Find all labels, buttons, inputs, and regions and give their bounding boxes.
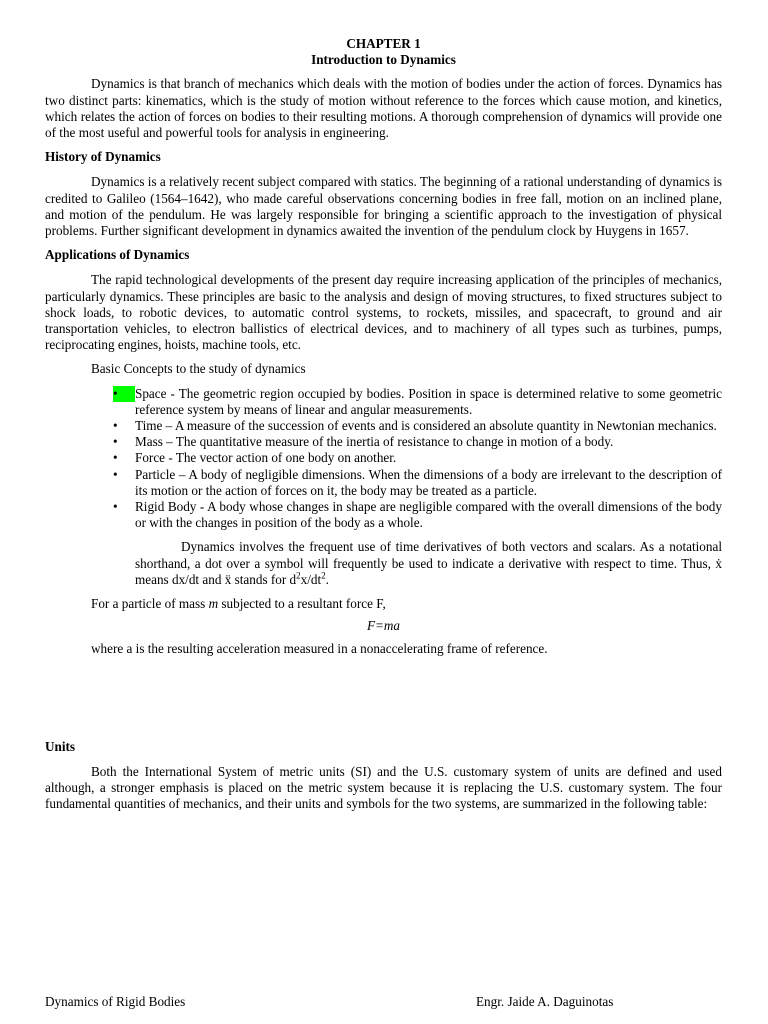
list-item bbox=[113, 434, 722, 450]
concepts-list bbox=[45, 386, 722, 532]
history-heading: History of Dynamics bbox=[45, 149, 161, 165]
footer-course-title: Dynamics of Rigid Bodies bbox=[45, 994, 186, 1009]
list-item bbox=[113, 450, 722, 466]
basic-concepts-intro: Basic Concepts to the study of dynamics bbox=[91, 361, 306, 377]
concept-force: Force - The vector action of one body on another. bbox=[135, 450, 397, 466]
list-item bbox=[113, 418, 722, 434]
bullet-icon: • bbox=[113, 499, 118, 515]
bullet-icon: • bbox=[113, 386, 135, 402]
concept-space: Space - The geometric region occupied by bodies. Position in space is determined relative to some geometric reference system by means of linear and angular measurements. bbox=[135, 385, 722, 417]
units-heading: Units bbox=[45, 738, 76, 754]
document-page bbox=[45, 36, 722, 821]
particle-statement: For a particle of mass m subjected to a resultant force F, bbox=[91, 596, 386, 612]
bullet-icon: • bbox=[113, 450, 118, 466]
list-item bbox=[113, 467, 722, 499]
list-item bbox=[113, 386, 722, 418]
concept-rigid-body: Rigid Body - A body whose changes in shape are negligible compared with the overall dimensions of the body or with the changes in position of the body as a whole. bbox=[135, 499, 722, 531]
units-paragraph: Both the International System of metric units (SI) and the U.S. customary system of units are defined and used although, a stronger emphasis is placed on the metric system because it is replacing the U.S. customary system. The four fundamental quantities of mechanics, and their units and symbols for the two systems, are summarized in the following table: bbox=[45, 763, 722, 812]
bullet-icon: • bbox=[113, 466, 118, 482]
applications-heading: Applications of Dynamics bbox=[45, 247, 190, 263]
blank-space bbox=[45, 657, 722, 731]
history-paragraph: Dynamics is a relatively recent subject compared with statics. The beginning of a rational understanding of dynamics is credited to Galileo (1564–1642), who made careful observations concerning bodies in free fall, motion on an inclined plane, and motion of the pendulum. He was largely responsible for bringing a scientific approach to the investigation of physical problems. Further significant development in dynamics awaited the invention of the pendulum clock by Huygens in 1657. bbox=[45, 174, 722, 239]
intro-paragraph: Dynamics is that branch of mechanics which deals with the motion of bodies under the action of forces. Dynamics has two distinct parts: kinematics, which is the study of motion without reference to the forces which cause motion, and kinetics, which relates the action of forces on bodies to their resulting motions. A thorough comprehension of dynamics will provide one of the most useful and powerful tools for analysis in engineering. bbox=[45, 76, 722, 141]
acceleration-note: where a is the resulting acceleration measured in a nonaccelerating frame of reference. bbox=[91, 640, 548, 656]
footer-author: Engr. Jaide A. Daguinotas bbox=[476, 994, 614, 1009]
concept-mass: Mass – The quantitative measure of the inertia of resistance to change in motion of a body. bbox=[135, 434, 614, 450]
mass-symbol: m bbox=[208, 596, 219, 612]
chapter-label: CHAPTER 1 bbox=[346, 36, 421, 51]
applications-paragraph: The rapid technological developments of the present day require increasing application of the principles of mechanics, particularly dynamics. These principles are basic to the analysis and design of moving structures, to fixed structures subject to shock loads, to robotic devices, to automatic control systems, to rockets, missiles, and spacecraft, to ground and air transportation vehicles, to electron ballistics of electrical devices, and to machinery of all types such as turbines, pumps, reciprocating engines, hoists, machine tools, etc. bbox=[45, 272, 722, 353]
bullet-icon: • bbox=[113, 418, 118, 434]
newton-equation: F=ma bbox=[366, 618, 401, 634]
bullet-icon: • bbox=[113, 434, 118, 450]
list-item bbox=[113, 499, 722, 531]
concept-particle: Particle – A body of negligible dimensions. When the dimensions of a body are irrelevant to the description of its motion or the action of forces on it, the body may be treated as a particle. bbox=[135, 466, 722, 498]
chapter-title: Introduction to Dynamics bbox=[311, 52, 456, 68]
derivatives-paragraph: Dynamics involves the frequent use of time derivatives of both vectors and scalars. As a notational shorthand, a dot over a symbol will frequently be used to indicate a derivative with respect to time. Thus, ẋ means dx/dt and ẍ stands for $d^2x/dt^2$. bbox=[135, 539, 722, 587]
page-footer bbox=[45, 994, 722, 1010]
concept-time: Time – A measure of the succession of events and is considered an absolute quantity in Newtonian mechanics. bbox=[135, 418, 717, 434]
